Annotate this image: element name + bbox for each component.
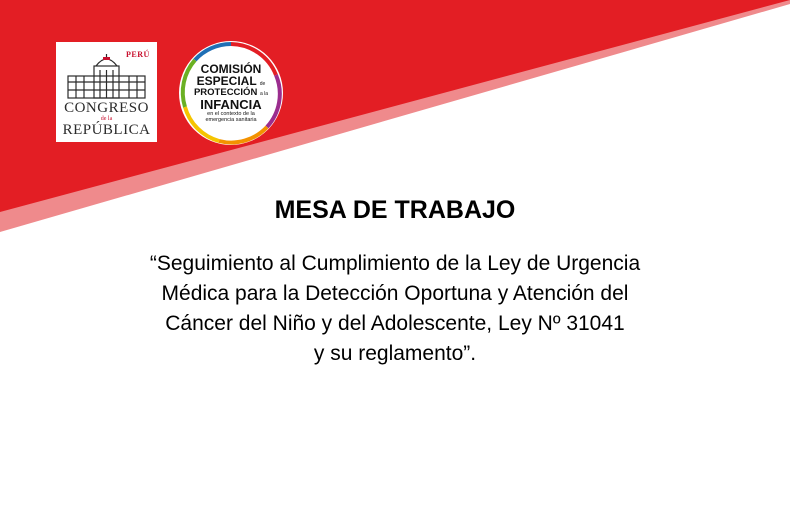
- event-description: [0, 249, 790, 369]
- logo-congreso-text: CONGRESO: [64, 100, 149, 116]
- congress-building-icon: [64, 54, 149, 100]
- description-line: Médica para la Detección Oportuna y Atención del: [161, 282, 629, 305]
- logo-de-la-text: de la: [100, 116, 113, 122]
- comision-line1: COMISIÓN: [200, 62, 262, 76]
- description-line: Cáncer del Niño y del Adolescente, Ley Nº 31041: [165, 312, 625, 335]
- logo-republica-text: REPÚBLICA: [62, 122, 151, 138]
- page-title: MESA DE TRABAJO: [274, 196, 516, 224]
- description-line: y su reglamento”.: [313, 342, 477, 365]
- comision-line3: PROTECCIÓN a la: [193, 87, 269, 98]
- comision-line2: ESPECIAL de: [196, 74, 266, 88]
- comision-logo: [179, 41, 283, 145]
- logo-country: PERÚ: [126, 50, 150, 59]
- description-line: “Seguimiento al Cumplimiento de la Ley de Urgencia: [149, 252, 641, 275]
- comision-footnote: en el contexto de la emergencia sanitaria: [205, 111, 257, 123]
- comision-line4: INFANCIA: [200, 97, 262, 112]
- congreso-logo: [56, 42, 157, 142]
